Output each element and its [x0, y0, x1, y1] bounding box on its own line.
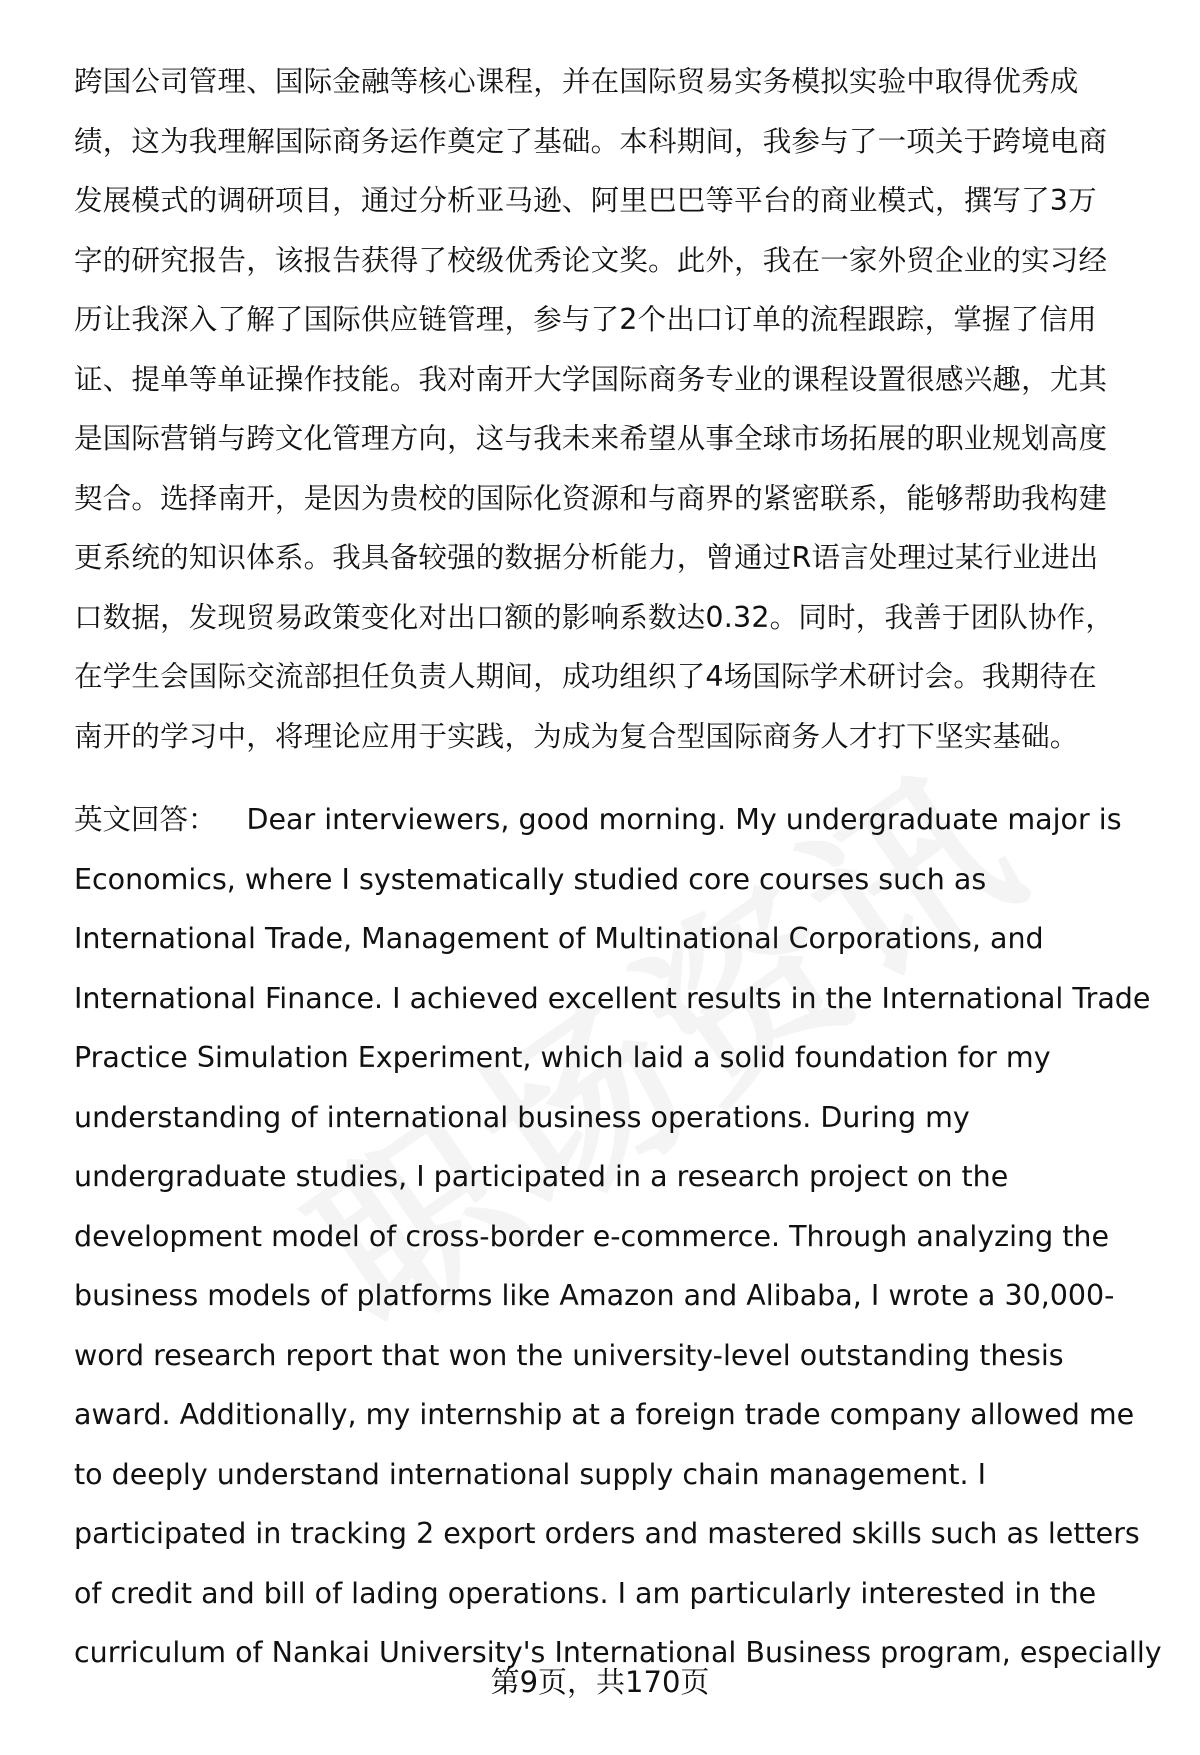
- document-page: [74, 52, 1162, 1683]
- text-line: 证、提单等单证操作技能。我对南开大学国际商务专业的课程设置很感兴趣，尤其: [74, 362, 1108, 396]
- text-line: 契合。选择南开，是因为贵校的国际化资源和与商界的紧密联系，能够帮助我构建: [74, 481, 1108, 515]
- text-line: 绩，这为我理解国际商务运作奠定了基础。本科期间，我参与了一项关于跨境电商: [74, 124, 1108, 158]
- text-line: participated in tracking 2 export orders and mastered skills such as letters: [74, 1517, 1140, 1550]
- text-line: to deeply understand international supply chain management. I: [74, 1457, 987, 1491]
- text-line: business models of platforms like Amazon and Alibaba, I wrote a 30,000-: [74, 1279, 1115, 1312]
- text-line: of credit and bill of lading operations. I am particularly interested in the: [74, 1576, 1097, 1610]
- text-line: 字的研究报告，该报告获得了校级优秀论文奖。此外，我在一家外贸企业的实习经: [74, 243, 1108, 277]
- english-answer-paragraph: [74, 790, 1162, 1683]
- text-line: International Trade, Management of Multinational Corporations, and: [74, 922, 1044, 955]
- text-line: International Finance. I achieved excellent results in the International Trade: [74, 981, 1151, 1015]
- text-line: understanding of international business operations. During my: [74, 1100, 970, 1134]
- text-line: 南开的学习中，将理论应用于实践，为成为复合型国际商务人才打下坚实基础。: [74, 719, 1079, 753]
- text-line: [74, 790, 1154, 850]
- text-line: Practice Simulation Experiment, which laid a solid foundation for my: [74, 1041, 1051, 1074]
- text-line: 在学生会国际交流部担任负责人期间，成功组织了4场国际学术研讨会。我期待在: [74, 660, 1097, 693]
- text-line: 发展模式的调研项目，通过分析亚马逊、阿里巴巴等平台的商业模式，撰写了3万: [74, 184, 1097, 217]
- text-line: development model of cross-border e-commerce. Through analyzing the: [74, 1219, 1110, 1253]
- text-line: undergraduate studies, I participated in a research project on the: [74, 1160, 1009, 1193]
- text-line: 跨国公司管理、国际金融等核心课程，并在国际贸易实务模拟实验中取得优秀成: [74, 65, 1079, 98]
- text-line: curriculum of Nankai University's International Business program, especially: [74, 1636, 1162, 1669]
- page-number-footer: 第9页，共170页: [490, 1665, 710, 1699]
- text-line: 历让我深入了解了国际供应链管理，参与了2个出口订单的流程跟踪，掌握了信用: [74, 303, 1097, 336]
- english-answer-label: 英文回答：: [74, 803, 217, 836]
- text-line: 更系统的知识体系。我具备较强的数据分析能力，曾通过R语言处理过某行业进出: [74, 541, 1099, 574]
- text-line: award. Additionally, my internship at a foreign trade company allowed me: [74, 1398, 1135, 1431]
- text-line: 是国际营销与跨文化管理方向，这与我未来希望从事全球市场拓展的职业规划高度: [74, 422, 1108, 455]
- text-line: 口数据，发现贸易政策变化对出口额的影响系数达0.32。同时，我善于团队协作，: [74, 600, 1115, 634]
- text-line: word research report that won the university-level outstanding thesis: [74, 1338, 1064, 1372]
- text-line: Economics, where I systematically studied core courses such as: [74, 862, 987, 896]
- text-line-content: Dear interviewers, good morning. My undergraduate major is: [246, 803, 1122, 836]
- chinese-paragraph: [74, 52, 1154, 766]
